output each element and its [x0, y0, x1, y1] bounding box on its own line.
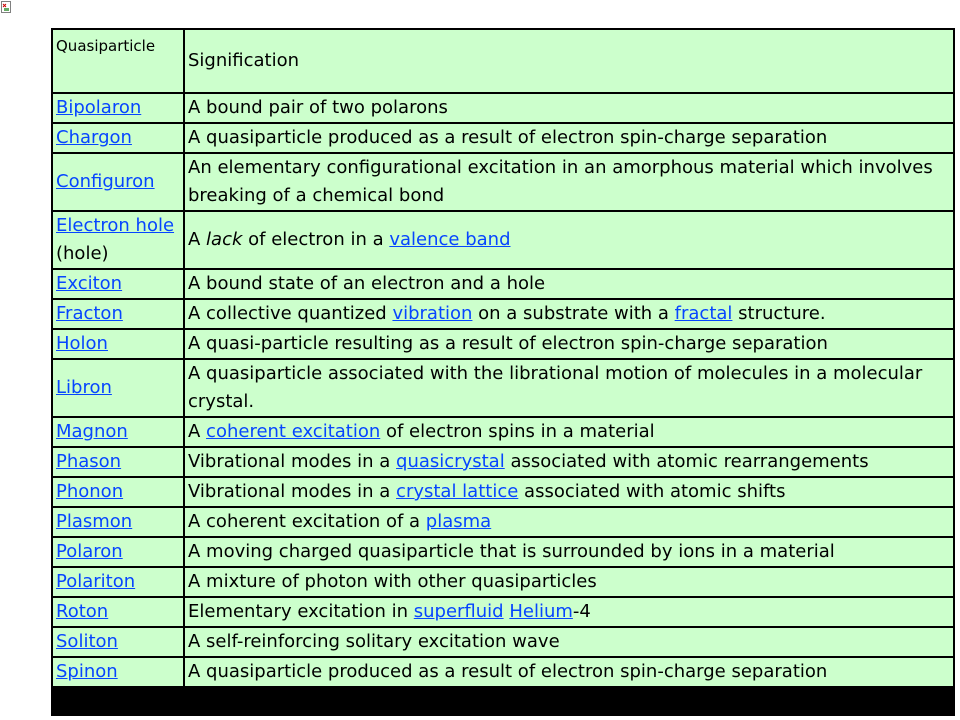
- link-coherent-excitation[interactable]: coherent excitation: [206, 421, 381, 442]
- quasiparticle-table: [51, 28, 955, 688]
- desc-text: Vibrational modes in a: [188, 481, 397, 502]
- desc-cell: [185, 478, 953, 506]
- table-row: [53, 124, 953, 152]
- link-quasicrystal[interactable]: quasicrystal: [396, 451, 505, 472]
- header-signification: Signification: [185, 30, 953, 92]
- desc-cell: A quasi-particle resulting as a result of electron spin-charge separation: [185, 330, 953, 358]
- desc-text: associated with atomic shifts: [518, 481, 786, 502]
- desc-cell: [185, 508, 953, 536]
- table-row: [53, 538, 953, 566]
- table-row: [53, 154, 953, 210]
- desc-text: on a substrate with a: [472, 303, 675, 324]
- table-row: [53, 628, 953, 656]
- desc-emphasis: lack: [206, 229, 243, 250]
- link-soliton[interactable]: Soliton: [56, 631, 118, 652]
- table-row: [53, 94, 953, 122]
- link-phason[interactable]: Phason: [56, 451, 122, 472]
- desc-text: of electron in a: [242, 229, 390, 250]
- link-plasma[interactable]: plasma: [425, 511, 492, 532]
- table-row: [53, 360, 953, 416]
- table-row: [53, 330, 953, 358]
- link-roton[interactable]: Roton: [56, 601, 109, 622]
- desc-cell: A moving charged quasiparticle that is surrounded by ions in a material: [185, 538, 953, 566]
- desc-text: of electron spins in a material: [380, 421, 655, 442]
- link-plasmon[interactable]: Plasmon: [56, 511, 133, 532]
- table-row: [53, 300, 953, 328]
- link-fracton[interactable]: Fracton: [56, 303, 123, 324]
- table-row: [53, 212, 953, 268]
- link-holon[interactable]: Holon: [56, 333, 108, 354]
- desc-text: A collective quantized: [188, 303, 393, 324]
- desc-cell: [185, 418, 953, 446]
- link-polaron[interactable]: Polaron: [56, 541, 123, 562]
- desc-cell: A quasiparticle associated with the librational motion of molecules in a molecular crystal.: [185, 360, 953, 416]
- header-quasiparticle: Quasiparticle: [53, 30, 183, 92]
- table-row: [53, 658, 953, 686]
- link-superfluid[interactable]: superfluid: [413, 601, 504, 622]
- desc-text: Vibrational modes in a: [188, 451, 397, 472]
- table-header-row: [53, 30, 953, 92]
- link-helium[interactable]: Helium: [509, 601, 573, 622]
- quasiparticle-table-container: [51, 28, 955, 716]
- link-exciton[interactable]: Exciton: [56, 273, 123, 294]
- link-phonon[interactable]: Phonon: [56, 481, 124, 502]
- desc-text: -4: [572, 601, 591, 622]
- table-row: [53, 598, 953, 626]
- table-row: [53, 418, 953, 446]
- table-row: [53, 270, 953, 298]
- link-chargon[interactable]: Chargon: [56, 127, 132, 148]
- table-row: [53, 508, 953, 536]
- desc-cell: [185, 212, 953, 268]
- desc-text: A: [188, 229, 207, 250]
- name-suffix: (hole): [56, 243, 109, 264]
- desc-text: associated with atomic rearrangements: [504, 451, 869, 472]
- desc-cell: [185, 300, 953, 328]
- link-polariton[interactable]: Polariton: [56, 571, 136, 592]
- table-row: [53, 448, 953, 476]
- table-row: [53, 568, 953, 596]
- desc-cell: [185, 598, 953, 626]
- table-row: [53, 478, 953, 506]
- link-vibration[interactable]: vibration: [392, 303, 473, 324]
- desc-cell: An elementary configurational excitation in an amorphous material which involves breaking of a chemical bond: [185, 154, 953, 210]
- link-bipolaron[interactable]: Bipolaron: [56, 97, 142, 118]
- desc-cell: A mixture of photon with other quasiparticles: [185, 568, 953, 596]
- desc-cell: A self-reinforcing solitary excitation wave: [185, 628, 953, 656]
- desc-cell: [185, 448, 953, 476]
- link-libron[interactable]: Libron: [56, 377, 112, 398]
- link-electron-hole[interactable]: Electron hole: [56, 215, 175, 236]
- desc-cell: A quasiparticle produced as a result of electron spin-charge separation: [185, 658, 953, 686]
- link-fractal[interactable]: fractal: [674, 303, 733, 324]
- desc-cell: A bound state of an electron and a hole: [185, 270, 953, 298]
- desc-cell: A quasiparticle produced as a result of electron spin-charge separation: [185, 124, 953, 152]
- link-spinon[interactable]: Spinon: [56, 661, 118, 682]
- link-magnon[interactable]: Magnon: [56, 421, 128, 442]
- link-valence-band[interactable]: valence band: [389, 229, 511, 250]
- desc-text: A coherent excitation of a: [188, 511, 426, 532]
- broken-image-icon: [1, 1, 11, 13]
- desc-text: A: [188, 421, 207, 442]
- desc-text: structure.: [732, 303, 826, 324]
- link-crystal-lattice[interactable]: crystal lattice: [396, 481, 519, 502]
- desc-text: Elementary excitation in: [188, 601, 414, 622]
- link-configuron[interactable]: Configuron: [56, 171, 155, 192]
- desc-cell: A bound pair of two polarons: [185, 94, 953, 122]
